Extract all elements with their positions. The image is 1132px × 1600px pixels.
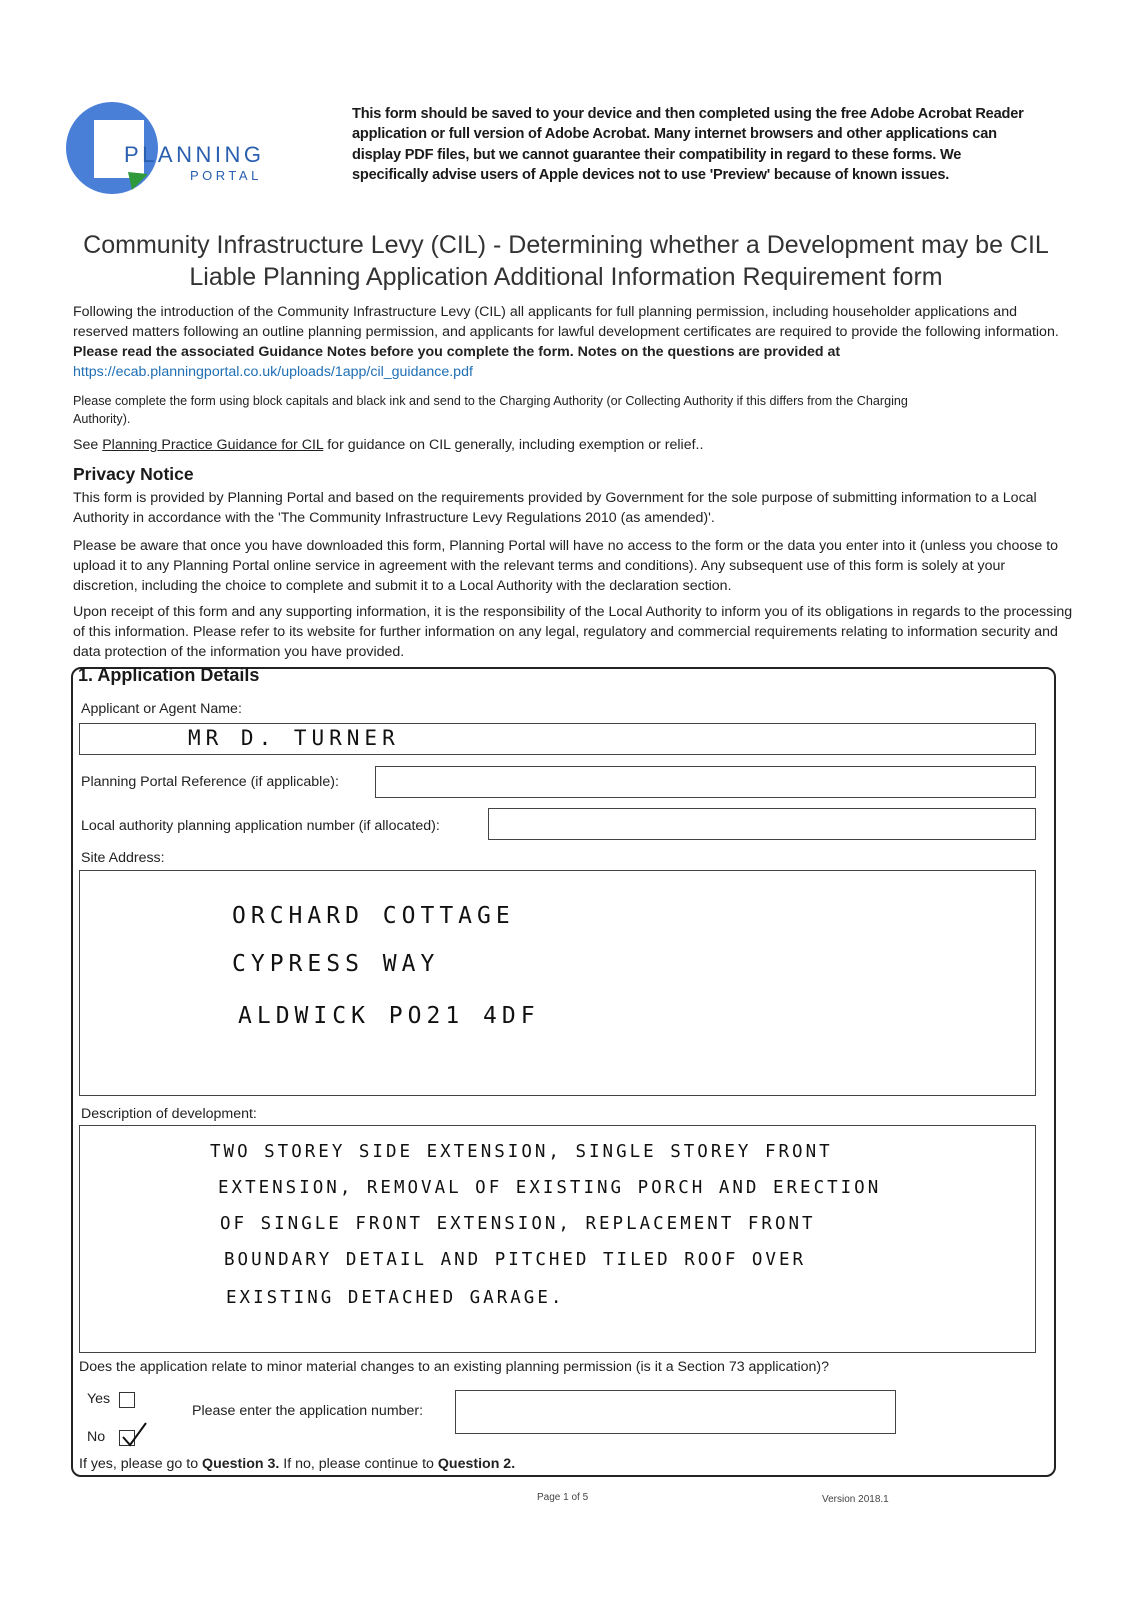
intro-bold: Please read the associated Guidance Notes before you complete the form. Notes on the questions are provided at bbox=[73, 344, 841, 360]
no-checkbox[interactable] bbox=[119, 1430, 135, 1446]
no-label: No bbox=[87, 1429, 106, 1445]
checkmark-icon bbox=[120, 1421, 150, 1451]
desc-line-2: EXTENSION, REMOVAL OF EXISTING PORCH AND ERECTION bbox=[218, 1178, 882, 1198]
ppg-cil-link[interactable]: Planning Practice Guidance for CIL bbox=[102, 437, 324, 453]
form-title bbox=[40, 229, 1092, 293]
site-address-label: Site Address: bbox=[81, 850, 165, 866]
yes-label: Yes bbox=[87, 1391, 111, 1407]
compatibility-notice: This form should be saved to your device and then completed using the free Adobe Acrobat Reader application or full version of Adobe Acrobat. Many internet browsers and other applications can display PDF files, but we cannot guarantee their compatibility in regard to these forms. We specifically advise users of Apple devices not to use 'Preview' because of known issues. bbox=[352, 106, 1024, 184]
goto-q3: Question 3. bbox=[202, 1456, 280, 1472]
see-guidance bbox=[73, 435, 1073, 455]
form-title-line1: Community Infrastructure Levy (CIL) - Determining whether a Development may be CIL bbox=[83, 231, 1049, 259]
site-line-2: CYPRESS WAY bbox=[232, 951, 440, 977]
site-address-field[interactable] bbox=[79, 870, 1036, 1096]
site-line-1: ORCHARD COTTAGE bbox=[232, 903, 515, 929]
privacy-heading: Privacy Notice bbox=[73, 464, 194, 484]
see-prefix: See bbox=[73, 437, 99, 453]
yes-checkbox[interactable] bbox=[119, 1392, 135, 1408]
goto-instruction bbox=[79, 1456, 515, 1472]
intro-paragraph bbox=[73, 302, 1073, 382]
site-line-3: ALDWICK PO21 4DF bbox=[238, 1003, 540, 1029]
planning-portal-logo bbox=[66, 100, 286, 200]
desc-line-3: OF SINGLE FRONT EXTENSION, REPLACEMENT FRONT bbox=[220, 1214, 816, 1234]
guidance-link[interactable]: https://ecab.planningportal.co.uk/uploads/1app/cil_guidance.pdf bbox=[73, 364, 473, 380]
page-number: Page 1 of 5 bbox=[537, 1492, 589, 1503]
ppref-label: Planning Portal Reference (if applicable): bbox=[81, 774, 339, 790]
ppref-field[interactable] bbox=[375, 766, 1036, 798]
appnum-label: Please enter the application number: bbox=[192, 1403, 424, 1419]
form-title-line2: Liable Planning Application Additional Information Requirement form bbox=[189, 263, 943, 291]
appnum-field[interactable] bbox=[455, 1390, 896, 1434]
la-number-field[interactable] bbox=[488, 808, 1036, 840]
logo-text-bottom: PORTAL bbox=[190, 168, 262, 183]
description-label: Description of development: bbox=[81, 1106, 257, 1122]
goto-mid: If no, please continue to bbox=[283, 1456, 434, 1472]
desc-line-4: BOUNDARY DETAIL AND PITCHED TILED ROOF OVER bbox=[224, 1250, 807, 1270]
desc-line-5: EXISTING DETACHED GARAGE. bbox=[226, 1288, 565, 1308]
la-number-label: Local authority planning application number (if allocated): bbox=[81, 818, 440, 834]
see-suffix: for guidance on CIL generally, including exemption or relief.. bbox=[327, 437, 704, 453]
version-label: Version 2018.1 bbox=[822, 1494, 889, 1505]
privacy-p2: Please be aware that once you have downloaded this form, Planning Portal will have no access to the form or the data you enter into it (unless you choose to upload it to any Planning Portal online service in agreement with the relevant terms and conditions). Any subsequent use of this form is solely at your discretion, including the choice to complete and submit it to a Local Authority with the declaration section. bbox=[73, 538, 1059, 594]
section-title: 1. Application Details bbox=[78, 665, 260, 685]
privacy-p1: This form is provided by Planning Portal and based on the requirements provided by Government for the sole purpose of submitting information to a Local Authority in accordance with the 'The Community Infrastructure Levy Regulations 2010 (as amended)'. bbox=[73, 490, 1037, 526]
applicant-name-value: MR D. TURNER bbox=[188, 726, 400, 750]
privacy-p3: Upon receipt of this form and any supporting information, it is the responsibility of the Local Authority to inform you of its obligations in regards to the processing of this information. Please refer to its website for further information on any legal, regulatory and commercial requirements relating to information security and data protection of the information you have provided. bbox=[73, 604, 1073, 660]
desc-line-1: TWO STOREY SIDE EXTENSION, SINGLE STOREY FRONT bbox=[210, 1142, 833, 1162]
applicant-label: Applicant or Agent Name: bbox=[81, 701, 242, 717]
description-field[interactable] bbox=[79, 1125, 1036, 1353]
logo-text-top: PLANNING bbox=[124, 142, 265, 167]
instructions: Please complete the form using block capitals and black ink and send to the Charging Authority (or Collecting Authority if this differs from the Charging Authority). bbox=[73, 394, 908, 426]
intro-text: Following the introduction of the Community Infrastructure Levy (CIL) all applicants for full planning permission, including householder applications and reserved matters following an outline planning permission, and applicants for lawful development certificates are required to provide the following information. bbox=[73, 304, 1059, 340]
goto-q2: Question 2. bbox=[437, 1456, 516, 1472]
applicant-name-field[interactable] bbox=[79, 723, 1036, 755]
goto-prefix: If yes, please go to bbox=[79, 1456, 199, 1472]
s73-question: Does the application relate to minor material changes to an existing planning permission (is it a Section 73 application)? bbox=[79, 1359, 829, 1375]
